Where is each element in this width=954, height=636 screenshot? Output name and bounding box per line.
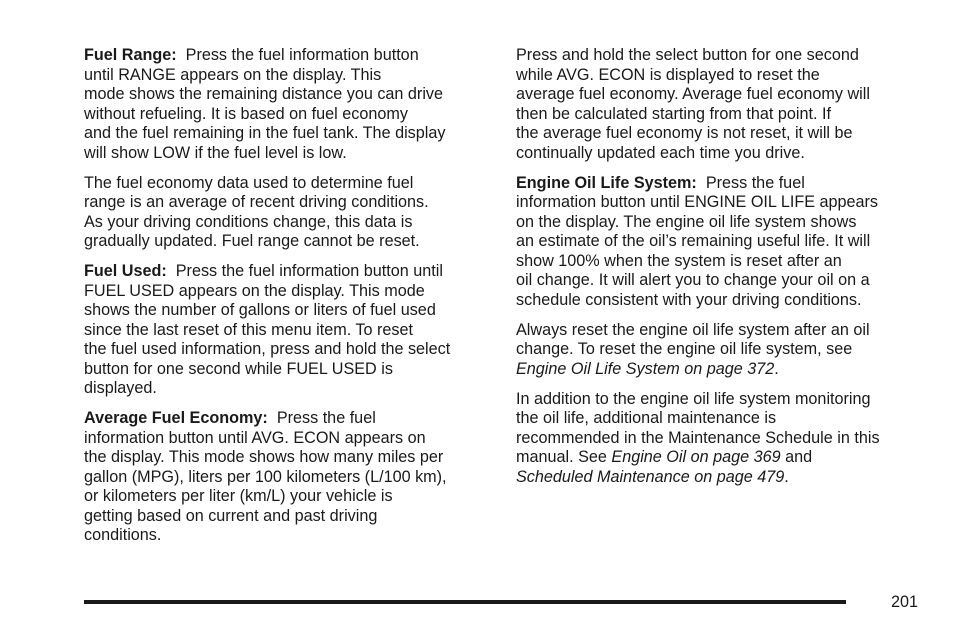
engine-oil-life-paragraph — [516, 174, 922, 311]
text-line: without refueling. It is based on fuel economy — [84, 104, 408, 123]
text-line: Press and hold the select button for one second — [516, 46, 859, 64]
right-column — [516, 46, 922, 498]
fuel-range-heading: Fuel Range: — [84, 46, 177, 64]
text-line: schedule consistent with your driving conditions. — [516, 290, 862, 309]
text-line: average fuel economy. Average fuel economy will — [516, 85, 870, 103]
text-line: Press the fuel — [705, 173, 805, 192]
page-number: 201 — [890, 593, 918, 611]
text-line: continually updated each time you drive. — [516, 143, 805, 162]
text-line: information button until AVG. ECON appears on — [84, 428, 426, 447]
text-line: button for one second while FUEL USED is — [84, 359, 393, 378]
text-line: the oil life, additional maintenance is — [516, 409, 777, 427]
text-line: displayed. — [84, 379, 157, 397]
text-line: since the last reset of this menu item. To reset — [84, 320, 413, 339]
fuel-economy-data-paragraph — [84, 174, 490, 252]
text-line: oil change. It will alert you to change your oil on a — [516, 271, 870, 289]
text-line: change. To reset the engine oil life system, see — [516, 340, 853, 358]
text-line: until RANGE appears on the display. This — [84, 65, 382, 84]
maintenance-paragraph: In addition to the engine oil life system monitoring the oil life, additional maintenance is recommended in the Maintenance Schedule in this manual. See Engine Oil on page 369 and Scheduled Maintenance on page 479. — [516, 390, 922, 488]
average-fuel-economy-paragraph — [84, 409, 490, 546]
always-reset-paragraph: Always reset the engine oil life system after an oil change. To reset the engine oil life system, see Engine Oil Life System on page 372. — [516, 321, 922, 380]
text-line: Press the fuel information button until — [175, 262, 443, 280]
text-line: the average fuel economy is not reset, it will be — [516, 124, 853, 142]
text-line: The fuel economy data used to determine fuel — [84, 173, 414, 192]
fuel-used-heading: Fuel Used: — [84, 262, 167, 280]
text-line: getting based on current and past driving — [84, 506, 378, 525]
text-line: mode shows the remaining distance you can drive — [84, 85, 444, 103]
left-column — [84, 46, 490, 556]
text-line: Always reset the engine oil life system after an oil — [516, 320, 870, 339]
scheduled-maintenance-link[interactable]: Scheduled Maintenance on page 479 — [516, 467, 785, 486]
text-line: Press the fuel information button — [185, 46, 419, 64]
fuel-range-paragraph — [84, 46, 490, 163]
text-line: or kilometers per liter (km/L) your vehicle is — [84, 487, 393, 505]
engine-oil-link[interactable]: Engine Oil on page 369 — [611, 448, 781, 466]
engine-oil-life-system-link[interactable]: Engine Oil Life System on page 372 — [516, 359, 775, 378]
text-line: show 100% when the system is reset after an — [516, 251, 842, 270]
text-line: the fuel used information, press and hold the select — [84, 340, 451, 358]
text-line: FUEL USED appears on the display. This mode — [84, 281, 425, 300]
text-line: As your driving conditions change, this data is — [84, 212, 413, 231]
text-line: range is an average of recent driving conditions. — [84, 193, 429, 211]
text-line: will show LOW if the fuel level is low. — [84, 143, 347, 162]
text-line: gradually updated. Fuel range cannot be reset. — [84, 232, 420, 250]
text-line: gallon (MPG), liters per 100 kilometers (L/100 km), — [84, 467, 447, 486]
engine-oil-life-heading: Engine Oil Life System: — [516, 173, 697, 192]
text-line: on the display. The engine oil life system shows — [516, 212, 857, 231]
text-line: recommended in the Maintenance Schedule in this — [516, 428, 880, 447]
text-line: and the fuel remaining in the fuel tank. The display — [84, 124, 446, 142]
text-line: Press the fuel — [276, 409, 376, 427]
text-line: then be calculated starting from that point. If — [516, 104, 831, 123]
footer-rule — [84, 600, 846, 604]
text-line: shows the number of gallons or liters of fuel used — [84, 301, 436, 319]
text-line: while AVG. ECON is displayed to reset the — [516, 65, 820, 84]
reset-average-paragraph — [516, 46, 922, 163]
text-line: an estimate of the oil’s remaining useful life. It will — [516, 232, 871, 250]
text-line: the display. This mode shows how many miles per — [84, 448, 444, 466]
text-line: information button until ENGINE OIL LIFE appears — [516, 193, 878, 211]
average-fuel-economy-heading: Average Fuel Economy: — [84, 409, 268, 427]
fuel-used-paragraph — [84, 262, 490, 399]
text-line: In addition to the engine oil life system monitoring — [516, 389, 871, 408]
text-line: conditions. — [84, 526, 162, 544]
